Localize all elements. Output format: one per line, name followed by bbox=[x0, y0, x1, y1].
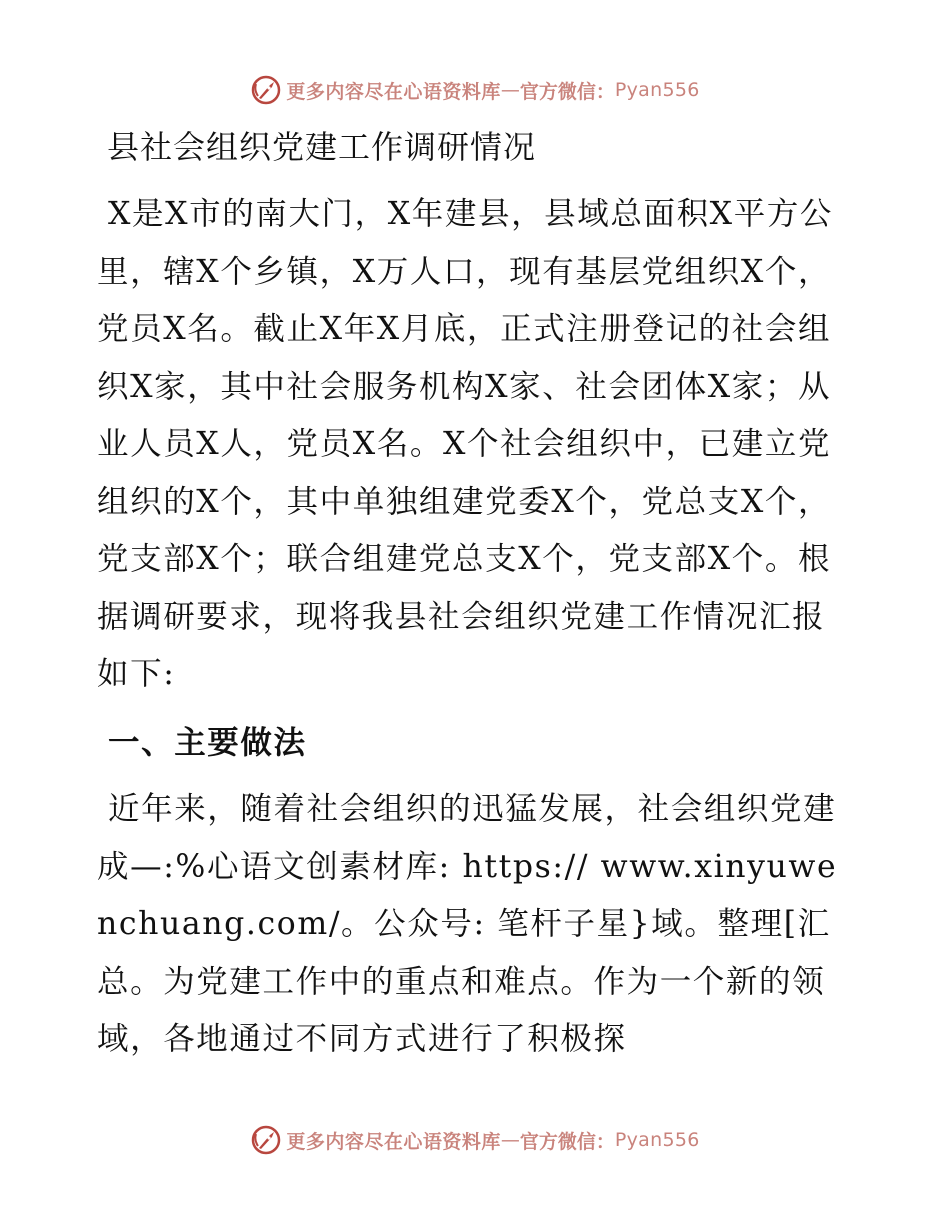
document-title: 县社会组织党建工作调研情况 bbox=[107, 128, 537, 166]
pen-nib-logo-icon bbox=[250, 1124, 282, 1156]
section-heading-main-practices: 一、主要做法 bbox=[108, 723, 307, 761]
paragraph-practices: 近年来，随着社会组织的迅猛发展，社会组织党建成—:%心语文创素材库: https:// www.xinyuwenchuang.com/。公众号: 笔杆子星}域。整理[汇总。为党建工作中的重点和难点。作为一个新的领域，各地通过不同方式进行了积极探 bbox=[97, 791, 838, 1057]
watermark-wechat-id: Pyan556 bbox=[614, 1129, 700, 1151]
watermark-main-text: 更多内容尽在心语资料库 bbox=[286, 80, 501, 103]
watermark-main-text: 更多内容尽在心语资料库 bbox=[286, 1130, 501, 1153]
pen-nib-logo-icon bbox=[250, 74, 282, 106]
watermark-header bbox=[0, 74, 950, 106]
watermark-wechat-label: 官方微信： bbox=[519, 80, 615, 103]
document-body bbox=[97, 122, 857, 1069]
watermark-dash: — bbox=[500, 79, 520, 101]
watermark-wechat-id: Pyan556 bbox=[614, 79, 700, 101]
watermark-dash: — bbox=[500, 1129, 520, 1151]
paragraph-intro: X是X市的南大门，X年建县，县域总面积X平方公里，辖X个乡镇，X万人口，现有基层党组织X个，党员X名。截止X年X月底，正式注册登记的社会组织X家，其中社会服务机构X家、社会团体X家；从业人员X人，党员X名。X个社会组织中，已建立党组织的X个，其中单独组建党委X个，党总支X个，党支部X个；联合组建党总支X个，党支部X个。根据调研要求，现将我县社会组织党建工作情况汇报如下: bbox=[97, 196, 834, 692]
watermark-wechat-label: 官方微信： bbox=[519, 1130, 615, 1153]
watermark-footer bbox=[0, 1124, 950, 1156]
